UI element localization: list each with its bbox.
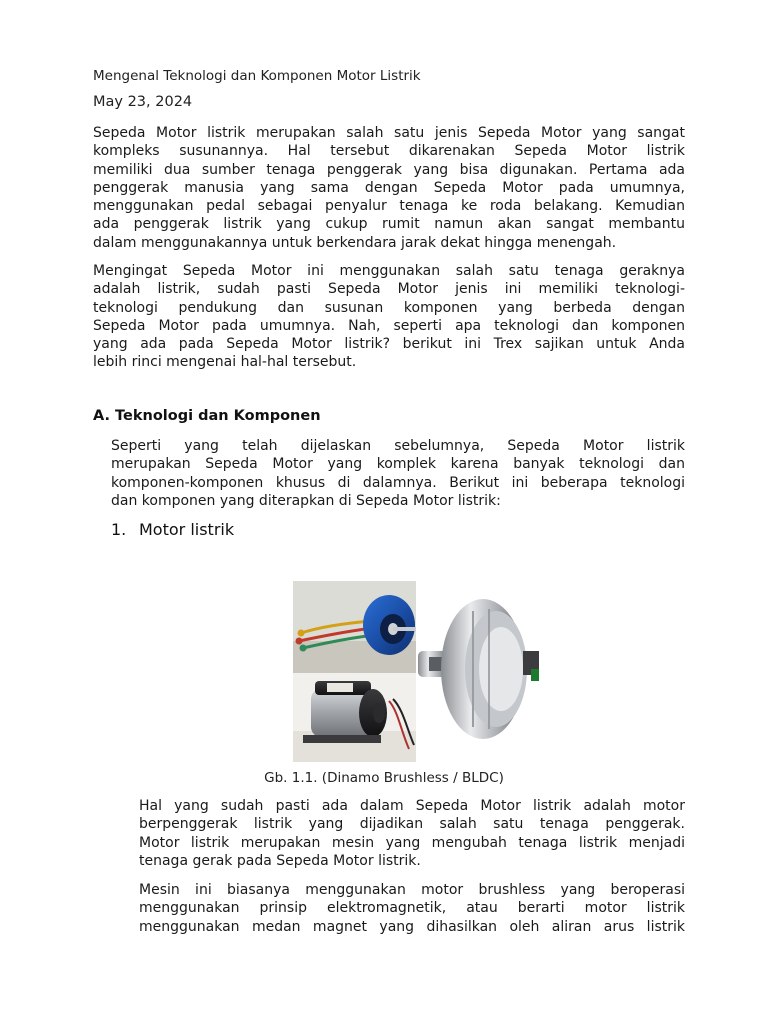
intro-paragraph-2 [93, 262, 685, 372]
list-item [111, 520, 234, 539]
hub-motor-photo [416, 581, 539, 762]
text-line: yang ada pada Sepeda Motor listrik? berikut ini Trex sajikan untuk Anda [93, 336, 685, 353]
section-heading: A. Teknologi dan Komponen [93, 408, 321, 424]
text-line: tenaga gerak pada Sepeda Motor listrik. [139, 852, 421, 869]
text-line: adalah listrik, sudah pasti Sepeda Motor jenis ini memiliki teknologi- [93, 281, 685, 298]
text-line: menggunakan prinsip elektromagnetik, atau berarti motor listrik [139, 900, 685, 917]
text-line: Mesin ini biasanya menggunakan motor brushless yang beroperasi [139, 882, 685, 898]
document-date: May 23, 2024 [93, 94, 193, 110]
text-line: lebih rinci mengenai hal-hal tersebut. [93, 354, 357, 371]
list-label: Motor listrik [139, 520, 235, 539]
text-line: Seperti yang telah dijelaskan sebelumnya, Sepeda Motor listrik [111, 438, 685, 454]
text-line: menggunakan medan magnet yang dihasilkan oleh aliran arus listrik [139, 918, 685, 935]
motor-figure [293, 581, 539, 762]
intro-paragraph-1 [93, 124, 685, 252]
text-line: Hal yang sudah pasti ada dalam Sepeda Motor listrik adalah motor [139, 798, 685, 814]
text-line: ada penggerak listrik yang cukup rumit namun akan sangat membantu [93, 216, 685, 233]
text-line: kompleks susunannya. Hal tersebut dikarenakan Sepeda Motor listrik [93, 143, 685, 160]
section-paragraph [111, 437, 685, 510]
motor-photo-collage [293, 581, 539, 762]
text-line: dan komponen yang diterapkan di Sepeda Motor listrik: [111, 492, 501, 509]
document-title: Mengenal Teknologi dan Komponen Motor Listrik [93, 68, 421, 84]
list-number: 1. [111, 520, 127, 539]
text-line: dalam menggunakannya untuk berkendara jarak dekat hingga menengah. [93, 234, 617, 251]
text-line: komponen-komponen khusus di dalamnya. Berikut ini beberapa teknologi [111, 474, 685, 491]
text-line: memiliki dua sumber tenaga penggerak yang bisa digunakan. Pertama ada [93, 161, 685, 178]
text-line: teknologi pendukung dan susunan komponen yang berbeda dengan [93, 299, 685, 316]
text-line: penggerak manusia yang sama dengan Sepeda Motor pada umumnya, [93, 179, 685, 196]
text-line: berpenggerak listrik yang dijadikan salah satu tenaga penggerak. [139, 816, 685, 833]
blue-outrunner-motor-photo [293, 581, 416, 673]
figure-caption: Gb. 1.1. (Dinamo Brushless / BLDC) [264, 770, 504, 786]
text-line: Motor listrik merupakan mesin yang mengubah tenaga listrik menjadi [139, 834, 685, 851]
text-line: menggunakan pedal sebagai penyalur tenaga ke roda belakang. Kemudian [93, 198, 685, 215]
text-line: merupakan Sepeda Motor yang komplek karena banyak teknologi dan [111, 456, 685, 473]
text-line: Sepeda Motor pada umumnya. Nah, seperti apa teknologi dan komponen [93, 317, 685, 334]
dc-motor-photo [293, 673, 416, 762]
motor-paragraph-2 [139, 881, 685, 936]
text-line: Sepeda Motor listrik merupakan salah satu jenis Sepeda Motor yang sangat [93, 125, 685, 141]
text-line: Mengingat Sepeda Motor ini menggunakan salah satu tenaga geraknya [93, 263, 685, 279]
motor-paragraph-1 [139, 797, 685, 870]
